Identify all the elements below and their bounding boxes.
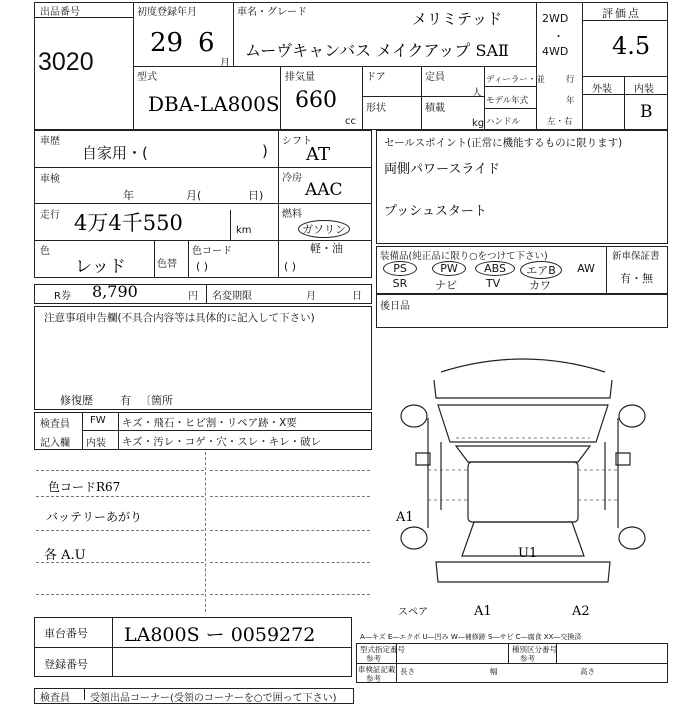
bottom-corner-text: 受領出品コーナー(受領のコーナーを○で囲って下さい) [90,693,337,704]
shift-value: AT [306,144,331,165]
equip-ps[interactable]: PS [383,261,417,276]
inspection-label: 車検 [40,174,60,185]
history-value: 自家用・( [82,144,148,162]
interior-value: B [640,102,653,122]
recycle-unit: 円 [188,291,198,302]
dealer-suffix: 行 [566,75,575,85]
inspector-note-2: バッテリーあがり [46,510,143,524]
color-code-label: 色コード [192,246,232,257]
name-change-day: 日 [352,291,362,302]
model-value: DBA-LA800S [148,92,280,116]
damage-mark-a1-rear: A1 [474,604,492,619]
shift-label: シフト [282,136,312,147]
inspector-interior-text: キズ・汚レ・コゲ・穴・スレ・キレ・破レ [122,436,322,448]
fuel-diesel[interactable]: 軽・油 [310,242,343,255]
inspection-month: 月( [186,189,202,202]
damage-mark-a2: A2 [572,604,590,619]
type-spec-label: 型式指定番号 [360,645,405,654]
load-label: 積載 [425,103,445,114]
equip-airbag[interactable]: エアB [520,261,562,279]
load-unit: kg [472,118,485,129]
dims-length: 長さ [400,667,415,676]
recycle-label: R券 [54,291,71,302]
drive-4wd[interactable]: 4WD [542,45,569,58]
color-change-label: 色替 [157,259,177,270]
first-reg-label: 初度登録年月 [137,7,197,18]
bottom-inspector-label: 検査員 [40,693,70,704]
name-change-label: 名変期限 [212,291,252,302]
damage-mark-u1: U1 [518,546,538,561]
door-label: ドア [366,72,386,83]
color-label: 色 [40,246,50,257]
ac-label: 冷房 [282,173,302,184]
sales-point-2: プッシュスタート [384,204,487,219]
displacement-unit: cc [345,116,356,127]
capacity-label: 定員 [425,72,445,83]
fuel-label: 燃料 [282,209,302,220]
equip-leather[interactable]: カワ [529,279,551,292]
equip-aw[interactable]: AW [577,262,595,275]
warranty-value[interactable]: 有・無 [620,272,653,285]
warranty-label: 新車保証書 [612,251,660,262]
color-code-paren: ( ) [196,260,209,273]
mileage-label: 走行 [40,210,60,221]
lot-label: 出品番号 [40,7,80,18]
inspector-fw: FW [90,415,106,426]
interior-label: 内装 [634,84,654,95]
repair-has[interactable]: 有 [120,394,131,407]
recycle-row [34,284,372,304]
rating-label: 評価点 [602,7,641,20]
exterior-label: 外装 [592,84,612,95]
damage-legend: A―キズ E―エクボ U―凹み W―補修跡 S―サビ C―腐食 XX―交換済 [360,633,582,641]
reg-no-label: 登録番号 [44,658,88,671]
equip-navi[interactable]: ナビ [435,279,457,292]
history-close: ) [262,142,268,160]
notes-label: 注意事項申告欄(不具合内容等は具体的に記入して下さい) [44,312,315,324]
shape-label: 形状 [366,103,386,114]
equip-pw[interactable]: PW [432,261,466,276]
recycle-value: 8,790 [92,282,138,301]
inspector-note-3: 各 A.U [44,548,86,563]
equip-sr[interactable]: SR [392,277,408,290]
dims-ref: 参考 [366,674,381,683]
type-spec-ref: 参考 [366,654,381,663]
car-name-label: 車名・グレード [237,7,307,18]
inspection-year: 年 [123,189,134,202]
drive-2wd[interactable]: 2WD [542,12,569,25]
mileage-unit: km [236,225,252,236]
ac-value: AAC [305,180,343,200]
damage-mark-a1-left: A1 [396,510,414,525]
chassis-value: LA800S ー 0059272 [124,624,316,646]
model-year-label: モデル年式 [486,96,529,106]
mileage-value: 4万4千550 [74,211,183,235]
inspector-label-1: 検査員 [40,419,70,430]
displacement-value: 660 [295,88,337,113]
inspector-interior: 内装 [86,438,106,449]
aftermarket-frame [376,294,668,328]
handle-options: 左・右 [547,117,573,127]
color-value: レッド [75,257,126,277]
rating-value: 4.5 [612,32,651,60]
first-reg-month-unit: 月 [220,58,230,69]
fuel-gasoline[interactable]: ガソリン [298,220,350,238]
inspector-label-2: 記入欄 [40,438,70,449]
displacement-label: 排気量 [285,72,315,83]
spare-label: スペア [398,607,428,618]
history-label: 車歴 [40,136,60,147]
sales-point-1: 両側パワースライド [384,162,500,177]
type-class-ref: 参考 [520,654,535,663]
sales-points-label: セールスポイント(正常に機能するものに限ります) [384,137,623,149]
repair-label: 修復歴 [60,394,93,407]
first-reg-month: 6 [198,28,215,58]
dims-height: 高さ [580,667,595,676]
repair-where: 〔箇所 [140,394,173,407]
first-reg-year: 29 [150,28,184,58]
aftermarket-label: 後日品 [380,301,410,312]
chassis-label: 車台番号 [44,627,88,640]
lot-number: 3020 [38,48,94,76]
equipment-label: 装備品(純正品に限り○をつけて下さい) [380,251,548,262]
dims-width: 幅 [490,667,498,676]
dims-label: 車検証記載 [358,665,396,674]
car-grade: メリミテッド [412,10,503,28]
car-name: ムーヴキャンバス メイクアップ SAⅡ [245,41,509,60]
handle-label: ハンドル [486,117,521,127]
model-label: 型式 [137,72,157,83]
inspection-day: 日) [248,189,264,202]
car-damage-diagram [396,350,668,600]
dealer-label: ディーラー・並 [486,75,545,85]
inspector-note-1: 色コードR67 [48,480,121,494]
fuel-paren: ( ) [284,260,297,273]
equip-tv[interactable]: TV [485,277,501,290]
capacity-unit: 人 [472,88,482,99]
equip-abs[interactable]: ABS [475,261,515,276]
name-change-month: 月 [306,291,316,302]
drive-dot: ・ [553,30,564,43]
model-year-unit: 年 [566,96,575,106]
inspector-fw-text: キズ・飛石・ヒビ割・リペア跡・X要 [122,417,297,429]
type-class-label: 種別区分番号 [512,645,557,654]
